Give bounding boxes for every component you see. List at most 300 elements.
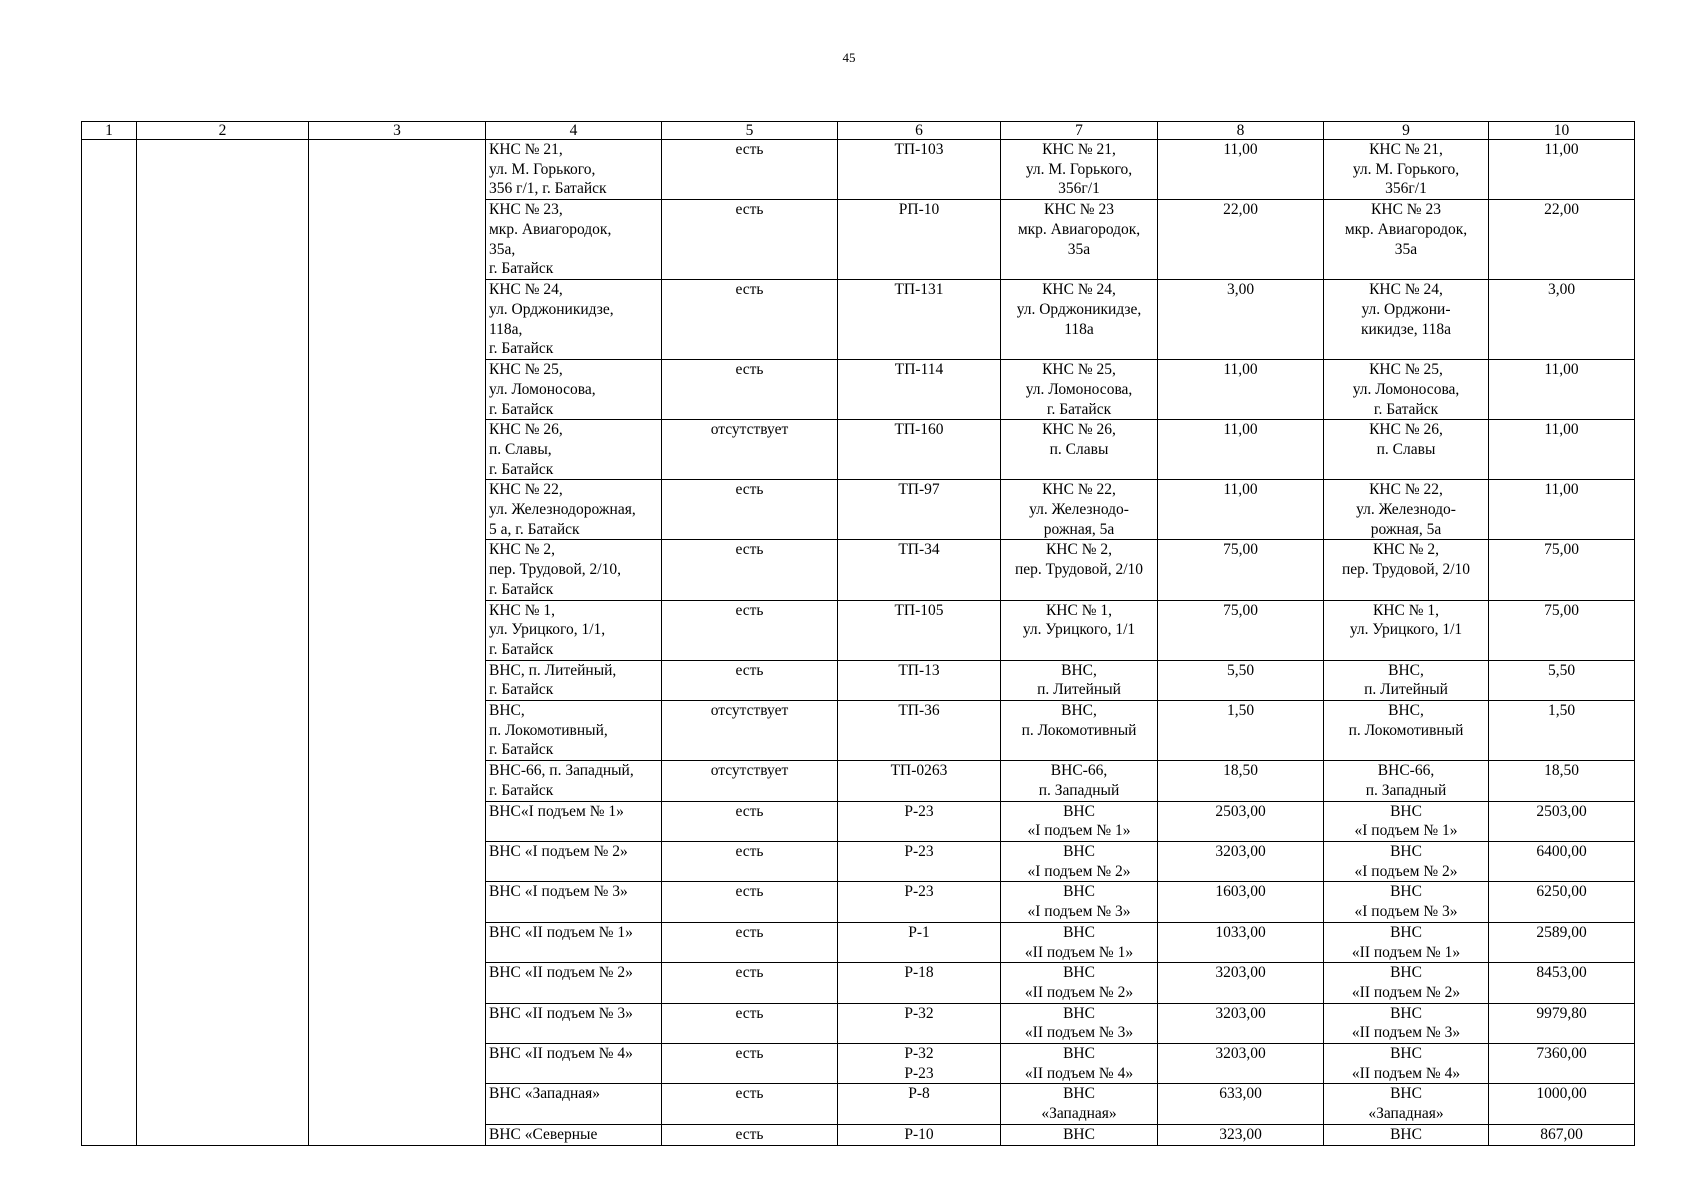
consumer-line: п. Литейный	[1364, 681, 1448, 699]
power-value-cell: 6400,00	[1489, 841, 1635, 881]
consumer-cell	[1001, 660, 1158, 700]
consumer-line: ВНС-66,	[1377, 762, 1435, 780]
power-value-cell: 633,00	[1158, 1084, 1324, 1124]
substation-line: ТП-105	[894, 601, 944, 619]
consumer-cell	[1001, 1124, 1158, 1145]
consumer-line: «II подъем № 2»	[1351, 983, 1461, 1001]
power-value-cell: 1000,00	[1489, 1084, 1635, 1124]
consumer-line: п. Литейный	[1037, 681, 1121, 699]
object-name-cell	[486, 1124, 662, 1145]
substation-line: РП-10	[898, 201, 940, 219]
availability-cell: есть	[662, 1044, 838, 1084]
object-name-cell	[486, 1044, 662, 1084]
consumer-line: КНС № 25,	[1042, 361, 1116, 379]
object-name-cell	[486, 280, 662, 360]
consumer-cell	[1001, 420, 1158, 480]
object-name-cell	[486, 540, 662, 600]
substation-cell	[838, 1084, 1001, 1124]
power-value-cell: 75,00	[1158, 540, 1324, 600]
header-cell: 5	[662, 122, 838, 140]
consumer-line: ВНС	[1063, 1045, 1095, 1063]
object-name-line: ВНС «Западная»	[489, 1085, 601, 1103]
object-name-line: г. Батайск	[489, 640, 554, 658]
object-name-line: г. Батайск	[489, 400, 554, 418]
object-name-cell	[486, 660, 662, 700]
consumer-line: п. Славы	[1376, 440, 1436, 458]
substation-cell	[838, 761, 1001, 801]
consumer-cell	[1324, 600, 1489, 660]
substation-line: ТП-36	[898, 702, 940, 720]
header-cell: 3	[309, 122, 486, 140]
availability-cell: есть	[662, 1084, 838, 1124]
consumer-line: ВНС	[1063, 842, 1095, 860]
availability-cell: есть	[662, 540, 838, 600]
consumer-line: 356г/1	[1385, 180, 1427, 198]
consumer-line: ул. Железнодо-	[1356, 501, 1456, 519]
consumer-line: 35а	[1067, 240, 1091, 258]
object-name-line: 118а,	[489, 320, 523, 338]
availability-cell: есть	[662, 922, 838, 962]
substation-cell	[838, 922, 1001, 962]
consumer-line: ВНС,	[1061, 702, 1097, 720]
object-name-line: ул. М. Горького,	[489, 160, 596, 178]
power-value-cell: 75,00	[1489, 600, 1635, 660]
consumer-line: «I подъем № 2»	[1354, 862, 1458, 880]
consumer-line: 356г/1	[1058, 180, 1100, 198]
consumer-cell	[1324, 922, 1489, 962]
header-cell: 9	[1324, 122, 1489, 140]
consumer-line: «II подъем № 2»	[1024, 983, 1134, 1001]
consumer-line: ВНС	[1390, 1085, 1422, 1103]
consumer-cell	[1324, 480, 1489, 540]
consumer-cell	[1324, 963, 1489, 1003]
substation-line: ТП-103	[894, 141, 944, 158]
consumer-line: 118а	[1064, 320, 1094, 338]
object-name-cell	[486, 420, 662, 480]
consumer-cell	[1324, 200, 1489, 280]
substation-line: Р-23	[904, 802, 934, 820]
header-cell: 10	[1489, 122, 1635, 140]
substation-line: ТП-114	[894, 361, 944, 379]
consumer-line: «II подъем № 4»	[1024, 1064, 1134, 1082]
consumer-line: «II подъем № 3»	[1024, 1024, 1134, 1042]
consumer-line: п. Локомотивный	[1348, 721, 1464, 739]
substation-cell	[838, 140, 1001, 200]
power-value-cell: 11,00	[1158, 480, 1324, 540]
consumer-cell	[1324, 1044, 1489, 1084]
object-name-line: 5 а, г. Батайск	[489, 520, 580, 538]
power-value-cell: 3203,00	[1158, 1044, 1324, 1084]
substation-line: Р-32	[904, 1045, 934, 1063]
consumer-line: рожная, 5а	[1043, 520, 1115, 538]
object-name-line: КНС № 26,	[489, 421, 563, 439]
consumer-line: КНС № 24,	[1369, 281, 1443, 299]
substation-cell	[838, 841, 1001, 881]
consumer-cell	[1001, 1003, 1158, 1043]
availability-cell: есть	[662, 140, 838, 200]
consumer-line: кикидзе, 118а	[1360, 320, 1452, 338]
consumer-line: мкр. Авиагородок,	[1017, 220, 1141, 238]
power-value-cell: 2589,00	[1489, 922, 1635, 962]
consumer-line: г. Батайск	[1373, 400, 1439, 418]
consumer-line: «I подъем № 1»	[1027, 822, 1131, 840]
consumer-cell	[1324, 882, 1489, 922]
consumer-cell	[1324, 1084, 1489, 1124]
availability-cell: есть	[662, 801, 838, 841]
power-value-cell: 11,00	[1158, 420, 1324, 480]
consumer-cell	[1001, 841, 1158, 881]
consumer-cell	[1324, 761, 1489, 801]
header-cell: 8	[1158, 122, 1324, 140]
consumer-line: ВНС	[1063, 1004, 1095, 1022]
object-name-line: г. Батайск	[489, 781, 554, 799]
consumer-line: ул. Орджоникидзе,	[1016, 300, 1142, 318]
consumer-line: КНС № 26,	[1369, 421, 1443, 439]
consumer-line: КНС № 21,	[1369, 141, 1443, 158]
consumer-cell	[1001, 360, 1158, 420]
consumer-line: п. Западный	[1038, 781, 1120, 799]
power-value-cell: 3203,00	[1158, 841, 1324, 881]
object-name-line: ВНС «Северные	[489, 1125, 598, 1143]
consumer-line: КНС № 1,	[1372, 601, 1440, 619]
object-name-cell	[486, 480, 662, 540]
substation-cell	[838, 882, 1001, 922]
consumer-line: г. Батайск	[1046, 400, 1112, 418]
power-value-cell: 7360,00	[1489, 1044, 1635, 1084]
object-name-cell	[486, 140, 662, 200]
consumer-line: ул. Ломоносова,	[1352, 380, 1460, 398]
table-row	[82, 140, 1635, 200]
substation-cell	[838, 701, 1001, 761]
consumer-line: ВНС	[1063, 964, 1095, 982]
object-name-line: ВНС «II подъем № 1»	[489, 923, 633, 941]
object-name-line: мкр. Авиагородок,	[489, 220, 612, 238]
object-name-line: пер. Трудовой, 2/10,	[489, 561, 621, 579]
consumer-line: ВНС	[1063, 923, 1095, 941]
object-name-line: п. Локомотивный,	[489, 721, 608, 739]
consumer-line: ВНС-66,	[1050, 762, 1108, 780]
object-name-line: КНС № 25,	[489, 361, 563, 379]
consumer-cell	[1324, 801, 1489, 841]
consumer-line: КНС № 26,	[1042, 421, 1116, 439]
consumer-line: ВНС	[1390, 883, 1422, 901]
object-name-line: ул. Орджоникидзе,	[489, 300, 614, 318]
consumer-line: ВНС	[1390, 964, 1422, 982]
object-name-line: г. Батайск	[489, 681, 554, 699]
object-name-cell	[486, 963, 662, 1003]
substation-line: ТП-0263	[890, 762, 948, 780]
object-name-line: КНС № 23,	[489, 201, 563, 219]
power-value-cell: 3,00	[1158, 280, 1324, 360]
col2-merged-cell	[137, 140, 309, 1146]
substation-line: Р-23	[904, 883, 934, 901]
consumer-line: ВНС	[1063, 1125, 1095, 1143]
consumer-cell	[1324, 841, 1489, 881]
object-name-line: ВНС «II подъем № 3»	[489, 1004, 633, 1022]
object-name-line: ВНС «I подъем № 3»	[489, 883, 628, 901]
availability-cell: отсутствует	[662, 420, 838, 480]
consumer-line: пер. Трудовой, 2/10	[1341, 561, 1471, 579]
consumer-cell	[1324, 1124, 1489, 1145]
consumer-cell	[1001, 600, 1158, 660]
object-name-line: г. Батайск	[489, 260, 554, 278]
consumer-cell	[1001, 540, 1158, 600]
power-value-cell: 1033,00	[1158, 922, 1324, 962]
power-value-cell: 18,50	[1489, 761, 1635, 801]
consumer-line: мкр. Авиагородок,	[1344, 220, 1468, 238]
object-name-cell	[486, 841, 662, 881]
substation-cell	[838, 801, 1001, 841]
availability-cell: есть	[662, 1124, 838, 1145]
substation-line: ТП-131	[894, 281, 944, 299]
consumer-cell	[1001, 922, 1158, 962]
power-value-cell: 11,00	[1158, 360, 1324, 420]
object-name-line: 35а,	[489, 240, 516, 258]
substation-line: Р-18	[904, 964, 934, 982]
substation-line: Р-23	[904, 1064, 934, 1082]
power-value-cell: 1,50	[1489, 701, 1635, 761]
availability-cell: есть	[662, 600, 838, 660]
substation-line: Р-10	[904, 1125, 934, 1143]
consumer-line: ВНС,	[1388, 702, 1424, 720]
consumer-cell	[1324, 280, 1489, 360]
power-value-cell: 2503,00	[1158, 801, 1324, 841]
substation-line: Р-23	[904, 842, 934, 860]
object-name-line: ВНС-66, п. Западный,	[489, 762, 634, 780]
consumer-line: КНС № 23	[1044, 201, 1114, 219]
object-name-line: КНС № 1,	[489, 601, 556, 619]
substation-line: Р-8	[908, 1085, 930, 1103]
power-value-cell: 22,00	[1158, 200, 1324, 280]
consumer-cell	[1001, 801, 1158, 841]
consumer-line: ВНС	[1390, 1045, 1422, 1063]
substation-line: ТП-34	[898, 541, 940, 559]
object-name-line: ул. Железнодорожная,	[489, 501, 636, 519]
consumer-cell	[1324, 420, 1489, 480]
object-name-cell	[486, 701, 662, 761]
substation-cell	[838, 540, 1001, 600]
power-value-cell: 3,00	[1489, 280, 1635, 360]
substation-line: Р-1	[908, 923, 930, 941]
availability-cell: отсутствует	[662, 761, 838, 801]
object-name-cell	[486, 600, 662, 660]
object-name-cell	[486, 801, 662, 841]
consumer-line: КНС № 25,	[1369, 361, 1443, 379]
header-cell: 1	[82, 122, 137, 140]
availability-cell: есть	[662, 882, 838, 922]
consumer-cell	[1001, 1084, 1158, 1124]
object-name-line: ВНС «II подъем № 2»	[489, 964, 633, 982]
object-name-cell	[486, 200, 662, 280]
consumer-cell	[1324, 140, 1489, 200]
consumer-line: «I подъем № 3»	[1354, 903, 1458, 921]
object-name-line: ВНС,	[489, 702, 525, 720]
data-table	[81, 121, 1635, 1146]
power-value-cell: 5,50	[1158, 660, 1324, 700]
substation-cell	[838, 600, 1001, 660]
availability-cell: есть	[662, 841, 838, 881]
object-name-cell	[486, 1084, 662, 1124]
consumer-line: «II подъем № 3»	[1351, 1024, 1461, 1042]
substation-cell	[838, 200, 1001, 280]
consumer-cell	[1324, 701, 1489, 761]
substation-line: Р-32	[904, 1004, 934, 1022]
power-value-cell: 323,00	[1158, 1124, 1324, 1145]
power-value-cell: 11,00	[1489, 140, 1635, 200]
consumer-line: КНС № 22,	[1042, 481, 1116, 499]
consumer-line: КНС № 22,	[1369, 481, 1443, 499]
consumer-line: КНС № 2,	[1372, 541, 1440, 559]
substation-cell	[838, 1003, 1001, 1043]
substation-cell	[838, 420, 1001, 480]
object-name-line: г. Батайск	[489, 340, 554, 358]
consumer-line: ВНС	[1390, 1125, 1422, 1143]
power-value-cell: 8453,00	[1489, 963, 1635, 1003]
consumer-line: ул. Урицкого, 1/1	[1349, 621, 1463, 639]
header-cell: 2	[137, 122, 309, 140]
power-value-cell: 75,00	[1158, 600, 1324, 660]
substation-cell	[838, 1124, 1001, 1145]
consumer-line: «Западная»	[1368, 1105, 1444, 1123]
consumer-line: ВНС	[1063, 883, 1095, 901]
consumer-cell	[1324, 1003, 1489, 1043]
object-name-line: п. Славы,	[489, 440, 552, 458]
substation-cell	[838, 660, 1001, 700]
header-cell: 7	[1001, 122, 1158, 140]
consumer-line: ул. М. Горького,	[1025, 160, 1133, 178]
availability-cell: есть	[662, 660, 838, 700]
substation-cell	[838, 280, 1001, 360]
col3-merged-cell	[309, 140, 486, 1146]
availability-cell: отсутствует	[662, 701, 838, 761]
object-name-cell	[486, 761, 662, 801]
consumer-line: «II подъем № 4»	[1351, 1064, 1461, 1082]
substation-line: ТП-13	[898, 661, 940, 679]
object-name-line: ул. Урицкого, 1/1,	[489, 621, 606, 639]
consumer-cell	[1001, 280, 1158, 360]
object-name-line: ВНС, п. Литейный,	[489, 661, 617, 679]
header-row	[82, 122, 1635, 140]
consumer-line: ВНС	[1063, 802, 1095, 820]
consumer-cell	[1001, 963, 1158, 1003]
power-value-cell: 867,00	[1489, 1124, 1635, 1145]
object-name-line: г. Батайск	[489, 580, 554, 598]
power-value-cell: 11,00	[1158, 140, 1324, 200]
object-name-cell	[486, 922, 662, 962]
object-name-line: КНС № 21,	[489, 141, 563, 158]
consumer-line: КНС № 21,	[1042, 141, 1116, 158]
consumer-line: ВНС	[1063, 1085, 1095, 1103]
availability-cell: есть	[662, 1003, 838, 1043]
substation-cell	[838, 360, 1001, 420]
object-name-line: ВНС«I подъем № 1»	[489, 802, 624, 820]
consumer-cell	[1001, 761, 1158, 801]
power-value-cell: 2503,00	[1489, 801, 1635, 841]
consumer-line: ВНС,	[1061, 661, 1097, 679]
power-value-cell: 11,00	[1489, 420, 1635, 480]
object-name-line: КНС № 2,	[489, 541, 556, 559]
consumer-line: ул. Урицкого, 1/1	[1022, 621, 1136, 639]
consumer-cell	[1001, 1044, 1158, 1084]
object-name-cell	[486, 1003, 662, 1043]
power-value-cell: 11,00	[1489, 360, 1635, 420]
object-name-line: г. Батайск	[489, 741, 554, 759]
power-value-cell: 18,50	[1158, 761, 1324, 801]
object-name-cell	[486, 882, 662, 922]
substation-cell	[838, 480, 1001, 540]
consumer-line: ул. Орджони-	[1361, 300, 1451, 318]
availability-cell: есть	[662, 480, 838, 540]
object-name-line: КНС № 24,	[489, 281, 563, 299]
availability-cell: есть	[662, 963, 838, 1003]
col1-merged-cell	[82, 140, 137, 1146]
substation-line: ТП-160	[894, 421, 944, 439]
object-name-cell	[486, 360, 662, 420]
availability-cell: есть	[662, 360, 838, 420]
object-name-line: г. Батайск	[489, 460, 554, 478]
power-value-cell: 3203,00	[1158, 963, 1324, 1003]
consumer-line: КНС № 23	[1371, 201, 1441, 219]
consumer-line: п. Западный	[1365, 781, 1447, 799]
consumer-cell	[1001, 882, 1158, 922]
consumer-cell	[1324, 360, 1489, 420]
consumer-line: ВНС,	[1388, 661, 1424, 679]
power-value-cell: 1,50	[1158, 701, 1324, 761]
consumer-cell	[1324, 660, 1489, 700]
consumer-line: «I подъем № 2»	[1027, 862, 1131, 880]
consumer-cell	[1001, 140, 1158, 200]
consumer-line: КНС № 2,	[1045, 541, 1113, 559]
consumer-line: ВНС	[1390, 923, 1422, 941]
power-value-cell: 3203,00	[1158, 1003, 1324, 1043]
power-value-cell: 22,00	[1489, 200, 1635, 280]
header-cell: 4	[486, 122, 662, 140]
consumer-cell	[1001, 480, 1158, 540]
power-value-cell: 6250,00	[1489, 882, 1635, 922]
consumer-line: рожная, 5а	[1370, 520, 1442, 538]
power-value-cell: 1603,00	[1158, 882, 1324, 922]
consumer-line: ул. Железнодо-	[1029, 501, 1129, 519]
header-cell: 6	[838, 122, 1001, 140]
consumer-cell	[1001, 200, 1158, 280]
substation-cell	[838, 1044, 1001, 1084]
substation-line: ТП-97	[898, 481, 940, 499]
consumer-line: ВНС	[1390, 842, 1422, 860]
consumer-line: «I подъем № 3»	[1027, 903, 1131, 921]
page-number: 45	[842, 50, 856, 65]
consumer-line: п. Славы	[1049, 440, 1109, 458]
power-value-cell: 9979,80	[1489, 1003, 1635, 1043]
object-name-line: 356 г/1, г. Батайск	[489, 180, 607, 198]
consumer-line: ВНС	[1390, 1004, 1422, 1022]
consumer-line: КНС № 24,	[1042, 281, 1116, 299]
object-name-line: ул. Ломоносова,	[489, 380, 596, 398]
consumer-cell	[1324, 540, 1489, 600]
consumer-line: 35а	[1394, 240, 1418, 258]
consumer-line: «Западная»	[1041, 1105, 1117, 1123]
availability-cell: есть	[662, 200, 838, 280]
availability-cell: есть	[662, 280, 838, 360]
power-value-cell: 11,00	[1489, 480, 1635, 540]
object-name-line: КНС № 22,	[489, 481, 563, 499]
consumer-line: пер. Трудовой, 2/10	[1014, 561, 1144, 579]
consumer-line: ВНС	[1390, 802, 1422, 820]
object-name-line: ВНС «I подъем № 2»	[489, 842, 628, 860]
substation-cell	[838, 963, 1001, 1003]
power-value-cell: 75,00	[1489, 540, 1635, 600]
consumer-line: КНС № 1,	[1045, 601, 1113, 619]
consumer-line: ул. Ломоносова,	[1025, 380, 1133, 398]
